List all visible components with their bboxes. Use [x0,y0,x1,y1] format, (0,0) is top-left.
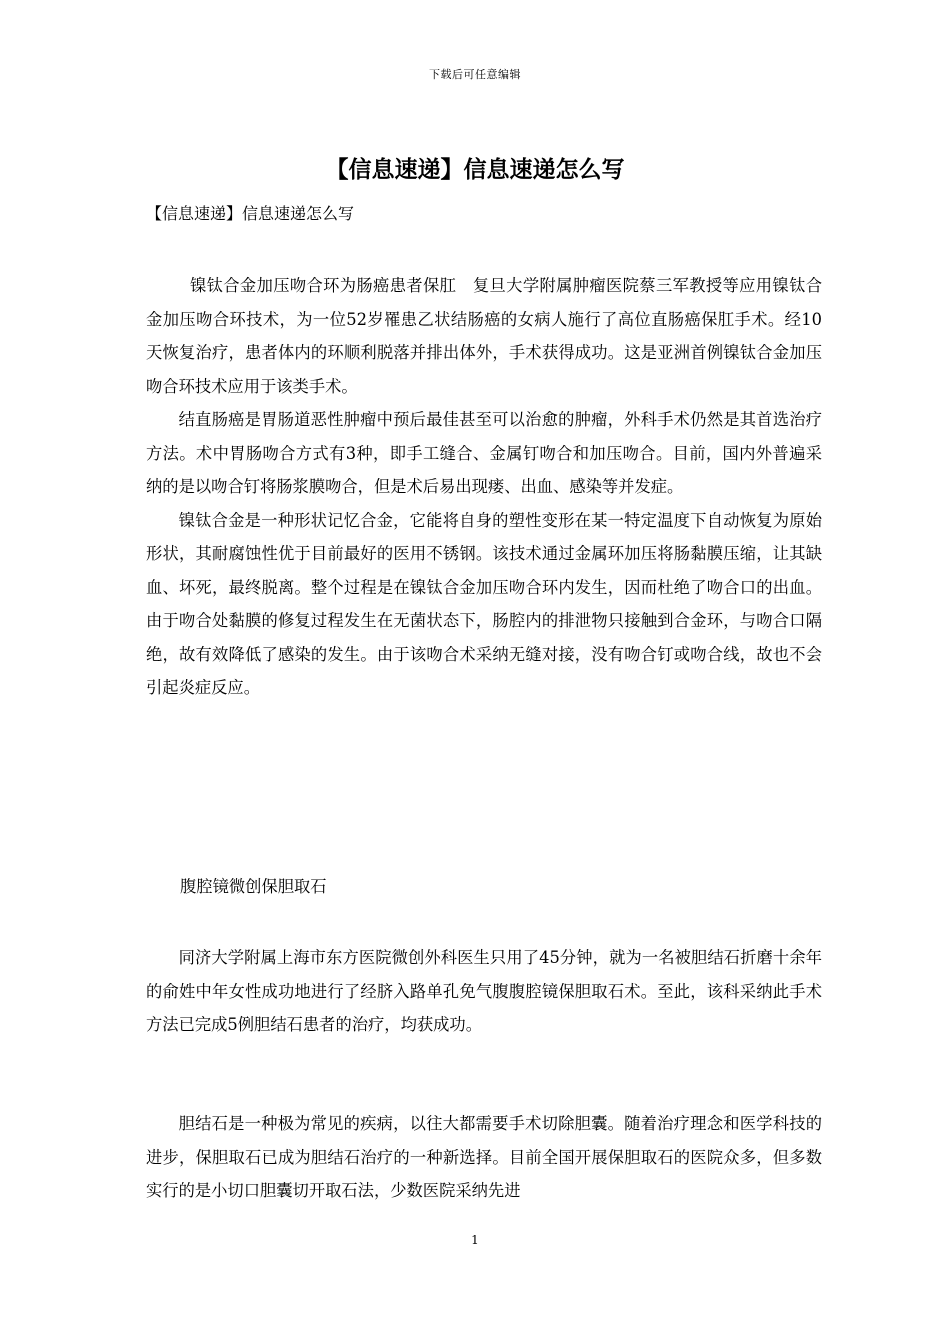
paragraph: 胆结石是一种极为常见的疾病，以往大都需要手术切除胆囊。随着治疗理念和医学科技的进步，保胆取石已成为胆结石治疗的一种新选择。目前全国开展保胆取石的医院众多，但多数实行的是小切口胆囊切开取石法，少数医院采纳先进 [146,1114,822,1200]
paragraph: 镍钛合金加压吻合环为肠癌患者保肛 复旦大学附属肿瘤医院蔡三军教授等应用镍钛合金加压吻合环技术，为一位52岁罹患乙状结肠癌的女病人施行了高位直肠癌保肛手术。经10天恢复治疗，患者体内的环顺利脱落并排出体外，手术获得成功。这是亚洲首例镍钛合金加压吻合环技术应用于该类手术。 [146,276,822,396]
paragraph: 结直肠癌是胃肠道恶性肿瘤中预后最佳甚至可以治愈的肿瘤，外科手术仍然是其首选治疗方法。术中胃肠吻合方式有3种，即手工缝合、金属钉吻合和加压吻合。目前，国内外普遍采纳的是以吻合钉将肠浆膜吻合，但是术后易出现瘘、出血、感染等并发症。 [146,410,822,496]
page-number: 1 [471,1233,479,1247]
section-heading: 腹腔镜微创保胆取石 [180,877,327,896]
document-title: 【信息速递】信息速递怎么写 [325,156,625,183]
section-gallstone-intro [146,941,822,1042]
paragraph: 同济大学附属上海市东方医院微创外科医生只用了45分钟，就为一名被胆结石折磨十余年的俞姓中年女性成功地进行了经脐入路单孔免气腹腹腔镜保胆取石术。至此，该科采纳此手术方法已完成5例胆结石患者的治疗，均获成功。 [146,948,822,1034]
paragraph: 镍钛合金是一种形状记忆合金，它能将自身的塑性变形在某一特定温度下自动恢复为原始形状，其耐腐蚀性优于目前最好的医用不锈钢。该技术通过金属环加压将肠黏膜压缩，让其缺血、坏死，最终脱离。整个过程是在镍钛合金加压吻合环内发生，因而杜绝了吻合口的出血。由于吻合处黏膜的修复过程发生在无菌状态下，肠腔内的排泄物只接触到合金环，与吻合口隔绝，故有效降低了感染的发生。由于该吻合术采纳无缝对接，没有吻合钉或吻合线，故也不会引起炎症反应。 [146,510,822,697]
section-gallstone-detail [146,1107,822,1208]
section-nickel-titanium [146,269,822,705]
document-subtitle: 【信息速递】信息速递怎么写 [146,204,355,223]
page-header: 下载后可任意编辑 [429,68,521,81]
